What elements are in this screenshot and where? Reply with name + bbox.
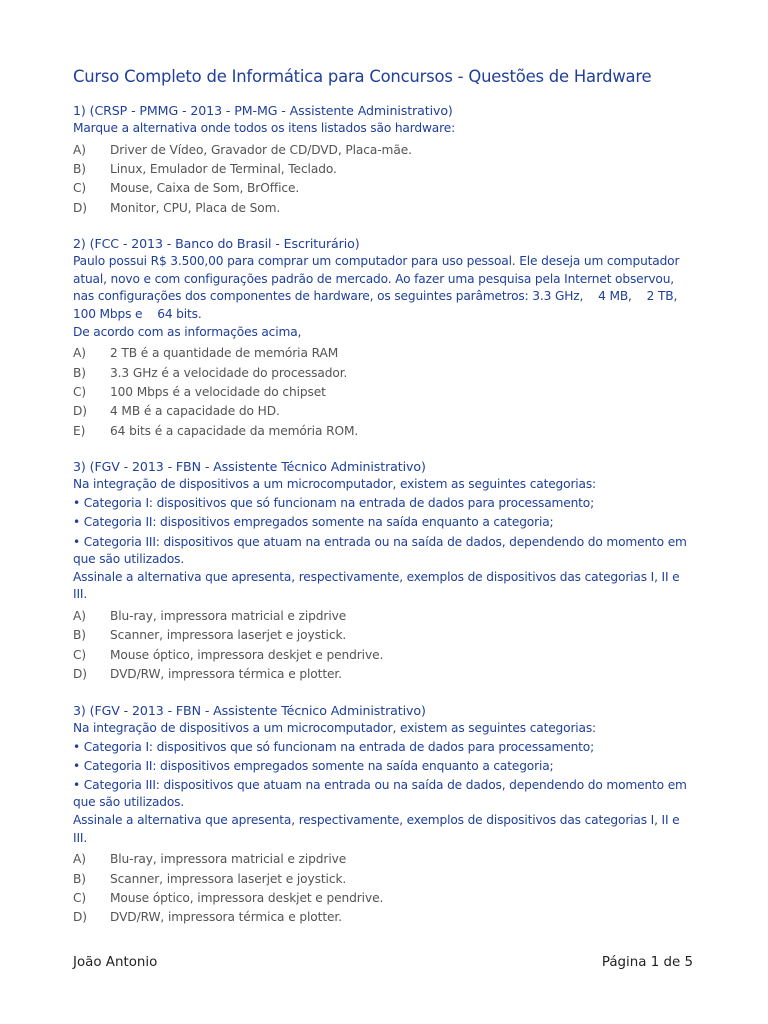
options-list: [73, 607, 695, 685]
question-header: 3) (FGV - 2013 - FBN - Assistente Técnico Administrativo): [73, 459, 426, 475]
option-text: Mouse, Caixa de Som, BrOffice.: [110, 181, 300, 196]
option-letter: B): [73, 628, 86, 643]
option-text: 4 MB é a capacidade do HD.: [110, 404, 280, 419]
option-text: DVD/RW, impressora térmica e plotter.: [110, 667, 342, 682]
options-list: [73, 850, 695, 928]
question-prompt: De acordo com as informações acima,: [73, 324, 302, 339]
question-header: 2) (FCC - 2013 - Banco do Brasil - Escriturário): [73, 236, 360, 252]
option-text: Mouse óptico, impressora deskjet e pendrive.: [110, 890, 384, 905]
option-letter: C): [73, 890, 87, 905]
option-b: [73, 626, 695, 645]
option-text: 2 TB é a quantidade de memória RAM: [110, 346, 339, 361]
option-c: [73, 889, 695, 908]
option-letter: E): [73, 423, 86, 438]
option-a: [73, 141, 695, 160]
option-text: Scanner, impressora laserjet e joystick.: [110, 871, 347, 886]
option-text: Driver de Vídeo, Gravador de CD/DVD, Placa-mãe.: [110, 142, 412, 157]
option-text: Blu-ray, impressora matricial e zipdrive: [110, 608, 347, 623]
option-letter: A): [73, 608, 86, 623]
option-b: [73, 364, 695, 383]
option-d: [73, 908, 695, 927]
question-intro: Na integração de dispositivos a um microcomputador, existem as seguintes categorias:: [73, 720, 597, 735]
option-d: [73, 402, 695, 421]
option-text: Mouse óptico, impressora deskjet e pendrive.: [110, 647, 384, 662]
option-e: [73, 422, 695, 441]
page-number: Página 1 de 5: [601, 955, 693, 970]
category-bullet: • Categoria II: dispositivos empregados somente na saída enquanto a categoria;: [73, 515, 554, 530]
option-a: [73, 344, 695, 363]
question-statement: Marque a alternativa onde todos os itens listados são hardware:: [73, 121, 456, 135]
question-statement: Paulo possui R$ 3.500,00 para comprar um computador para uso pessoal. Ele deseja um computador atual, novo e com configurações padrão de mercado. Ao fazer uma pesquisa pela Internet observou, nas configurações dos componentes de hardware, os seguintes parâmetros: 3.3 GHz, 4 MB, 2 TB, 100 Mbps e 64 bits.: [73, 254, 696, 321]
question-closing: Assinale a alternativa que apresenta, respectivamente, exemplos de dispositivos das categorias I, II e III.: [73, 569, 680, 602]
option-c: [73, 383, 695, 402]
option-a: [73, 607, 695, 626]
options-list: [73, 141, 695, 219]
document-page: [73, 66, 695, 945]
question-2: [73, 235, 695, 441]
option-letter: D): [73, 910, 87, 925]
option-letter: B): [73, 365, 86, 380]
category-bullet: • Categoria III: dispositivos que atuam na entrada ou na saída de dados, dependendo do momento em que são utilizados.: [73, 534, 687, 567]
option-letter: B): [73, 871, 86, 886]
question-3: [73, 458, 695, 684]
option-d: [73, 199, 695, 218]
question-3-repeat: [73, 702, 695, 928]
option-text: Blu-ray, impressora matricial e zipdrive: [110, 852, 347, 867]
option-letter: B): [73, 162, 86, 176]
option-text: 64 bits é a capacidade da memória ROM.: [110, 423, 359, 438]
option-c: [73, 179, 695, 198]
option-letter: A): [73, 852, 86, 867]
option-d: [73, 665, 695, 684]
question-intro: Na integração de dispositivos a um microcomputador, existem as seguintes categorias:: [73, 477, 597, 492]
option-letter: D): [73, 200, 87, 215]
option-letter: D): [73, 667, 87, 682]
footer-author: João Antonio: [73, 955, 158, 970]
option-b: [73, 160, 695, 179]
option-text: Monitor, CPU, Placa de Som.: [110, 200, 281, 215]
option-text: Linux, Emulador de Terminal, Teclado.: [110, 162, 337, 176]
document-title: Curso Completo de Informática para Concursos - Questões de Hardware: [73, 67, 652, 86]
option-letter: C): [73, 385, 87, 399]
option-text: 100 Mbps é a velocidade do chipset: [110, 385, 326, 399]
question-closing: Assinale a alternativa que apresenta, respectivamente, exemplos de dispositivos das categorias I, II e III.: [73, 812, 680, 845]
option-letter: C): [73, 647, 87, 662]
option-b: [73, 870, 695, 889]
options-list: [73, 344, 695, 441]
question-header: 1) (CRSP - PMMG - 2013 - PM-MG - Assistente Administrativo): [73, 103, 453, 118]
option-text: DVD/RW, impressora térmica e plotter.: [110, 910, 342, 925]
option-letter: D): [73, 404, 87, 419]
option-text: 3.3 GHz é a velocidade do processador.: [110, 365, 348, 380]
question-1: [73, 102, 695, 218]
page-footer: [73, 954, 693, 972]
option-text: Scanner, impressora laserjet e joystick.: [110, 628, 347, 643]
option-c: [73, 646, 695, 665]
option-letter: A): [73, 346, 86, 361]
option-letter: C): [73, 181, 87, 196]
category-bullet: • Categoria I: dispositivos que só funcionam na entrada de dados para processamento;: [73, 496, 595, 511]
question-header: 3) (FGV - 2013 - FBN - Assistente Técnico Administrativo): [73, 702, 426, 718]
category-bullet: • Categoria I: dispositivos que só funcionam na entrada de dados para processamento;: [73, 739, 595, 754]
category-bullet: • Categoria II: dispositivos empregados somente na saída enquanto a categoria;: [73, 758, 554, 773]
option-a: [73, 850, 695, 869]
option-letter: A): [73, 142, 86, 157]
category-bullet: • Categoria III: dispositivos que atuam na entrada ou na saída de dados, dependendo do momento em que são utilizados.: [73, 777, 687, 810]
